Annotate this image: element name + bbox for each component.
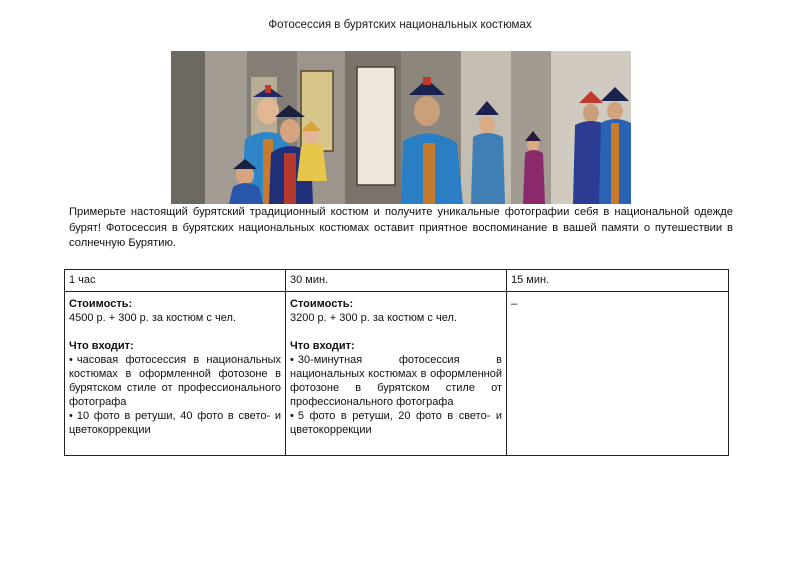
package-cell-15min: [507, 292, 729, 456]
package-cell-30min: [286, 292, 507, 456]
intro-paragraph: Примерьте настоящий бурятский традиционный костюм и получите уникальные фотографии себя в национальной одежде бурят! Фотосессия в бурятских национальных костюмах оставит приятное воспоминание в вашей памяти о путешествии в солнечную Бурятию.: [69, 206, 733, 250]
group-photo: [401, 51, 631, 204]
photo-collage: [171, 51, 631, 204]
table-header-row: [65, 270, 729, 292]
bullet: •: [290, 354, 294, 366]
list-item: • часовая фотосессия в национальных костюмах в оформленной фотозоне в бурятском стиле от профессионального фотографа: [69, 354, 281, 408]
price-value: 3200 р. + 300 р. за костюм с чел.: [290, 312, 457, 324]
includes-label: Что входит:: [69, 340, 134, 352]
list-item: • 10 фото в ретуши, 40 фото в свето- и цветокоррекции: [69, 410, 281, 436]
table-row: [65, 292, 729, 456]
duration-header-1h: 1 час: [65, 270, 286, 292]
cost-label: Стоимость:: [290, 298, 354, 310]
price-value: 4500 р. + 300 р. за костюм с чел.: [69, 312, 236, 324]
cost-label: Стоимость:: [69, 298, 133, 310]
bullet: •: [69, 410, 73, 422]
duration-header-15min: 15 мин.: [507, 270, 729, 292]
page-title: Фотосессия в бурятских национальных костюмах: [268, 19, 532, 31]
family-photo: [171, 51, 401, 204]
includes-label: Что входит:: [290, 340, 355, 352]
list-item: • 5 фото в ретуши, 20 фото в свето- и цветокоррекции: [290, 410, 502, 436]
duration-header-30min: 30 мин.: [286, 270, 507, 292]
bullet: •: [69, 354, 73, 366]
bullet: •: [290, 410, 294, 422]
list-item: • 30-минутная фотосессия в национальных костюмах в оформленной фотозоне в бурятском стиле от профессионального фотографа: [290, 354, 502, 408]
empty-dash: –: [511, 298, 518, 310]
pricing-table: [64, 269, 729, 456]
package-cell-1h: [65, 292, 286, 456]
